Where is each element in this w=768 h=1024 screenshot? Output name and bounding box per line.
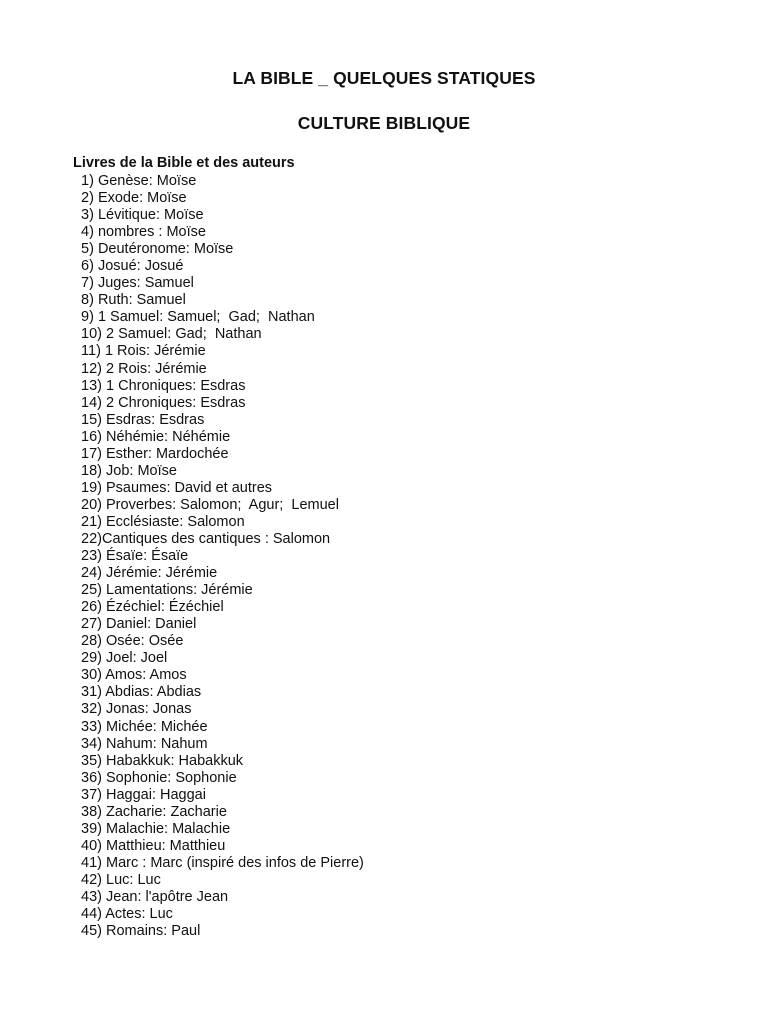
list-item: 37) Haggai: Haggai [77, 786, 206, 803]
list-item: 29) Joel: Joel [77, 650, 168, 667]
list-item: 13) 1 Chroniques: Esdras [77, 377, 246, 394]
list-item: 7) Juges: Samuel [77, 275, 194, 292]
document-subtitle: CULTURE BIBLIQUE [297, 113, 471, 133]
list-item: 19) Psaumes: David et autres [77, 479, 273, 496]
list-item: 21) Ecclésiaste: Salomon [77, 513, 245, 530]
list-item: 18) Job: Moïse [77, 462, 177, 479]
list-item: 17) Esther: Mardochée [77, 445, 229, 462]
list-item: 3) Lévitique: Moïse [77, 207, 204, 224]
list-item: 42) Luc: Luc [77, 871, 161, 888]
list-item: 5) Deutéronome: Moïse [77, 241, 234, 258]
list-item: 40) Matthieu: Matthieu [77, 837, 226, 854]
list-item: 39) Malachie: Malachie [77, 820, 231, 837]
list-item: 10) 2 Samuel: Gad; Nathan [77, 326, 262, 343]
list-item: 9) 1 Samuel: Samuel; Gad; Nathan [77, 309, 315, 326]
list-item: 2) Exode: Moïse [77, 190, 187, 207]
list-item: 27) Daniel: Daniel [77, 616, 197, 633]
list-item: 33) Michée: Michée [77, 718, 208, 735]
list-item: 43) Jean: l'apôtre Jean [77, 888, 229, 905]
list-item: 6) Josué: Josué [77, 258, 184, 275]
list-item: 44) Actes: Luc [77, 906, 173, 923]
list-item: 36) Sophonie: Sophonie [77, 769, 237, 786]
list-item: 45) Romains: Paul [77, 923, 201, 940]
list-item: 23) Ésaïe: Ésaïe [77, 548, 189, 565]
book-list [77, 173, 364, 940]
list-item: 24) Jérémie: Jérémie [77, 565, 218, 582]
document-title: LA BIBLE _ QUELQUES STATIQUES [232, 68, 536, 88]
list-item: 28) Osée: Osée [77, 633, 184, 650]
list-item: 35) Habakkuk: Habakkuk [77, 752, 244, 769]
list-item: 16) Néhémie: Néhémie [77, 428, 231, 445]
list-item: 4) nombres : Moïse [77, 224, 206, 241]
list-item: 20) Proverbes: Salomon; Agur; Lemuel [77, 496, 339, 513]
list-item: 26) Ézéchiel: Ézéchiel [77, 599, 224, 616]
list-item: 30) Amos: Amos [77, 667, 187, 684]
list-item: 34) Nahum: Nahum [77, 735, 208, 752]
list-item: 38) Zacharie: Zacharie [77, 803, 227, 820]
list-item: 8) Ruth: Samuel [77, 292, 186, 309]
list-item: 14) 2 Chroniques: Esdras [77, 394, 246, 411]
list-item: 1) Genèse: Moïse [77, 173, 197, 189]
list-item: 11) 1 Rois: Jérémie [77, 343, 206, 360]
list-item: 32) Jonas: Jonas [77, 701, 192, 718]
list-item: 31) Abdias: Abdias [77, 684, 202, 701]
list-item: 12) 2 Rois: Jérémie [77, 360, 207, 377]
list-item: 15) Esdras: Esdras [77, 411, 205, 428]
list-item: 22)Cantiques des cantiques : Salomon [77, 530, 331, 547]
list-item: 25) Lamentations: Jérémie [77, 582, 253, 599]
list-item: 41) Marc : Marc (inspiré des infos de Pierre) [77, 854, 364, 871]
section-heading: Livres de la Bible et des auteurs [73, 155, 295, 171]
